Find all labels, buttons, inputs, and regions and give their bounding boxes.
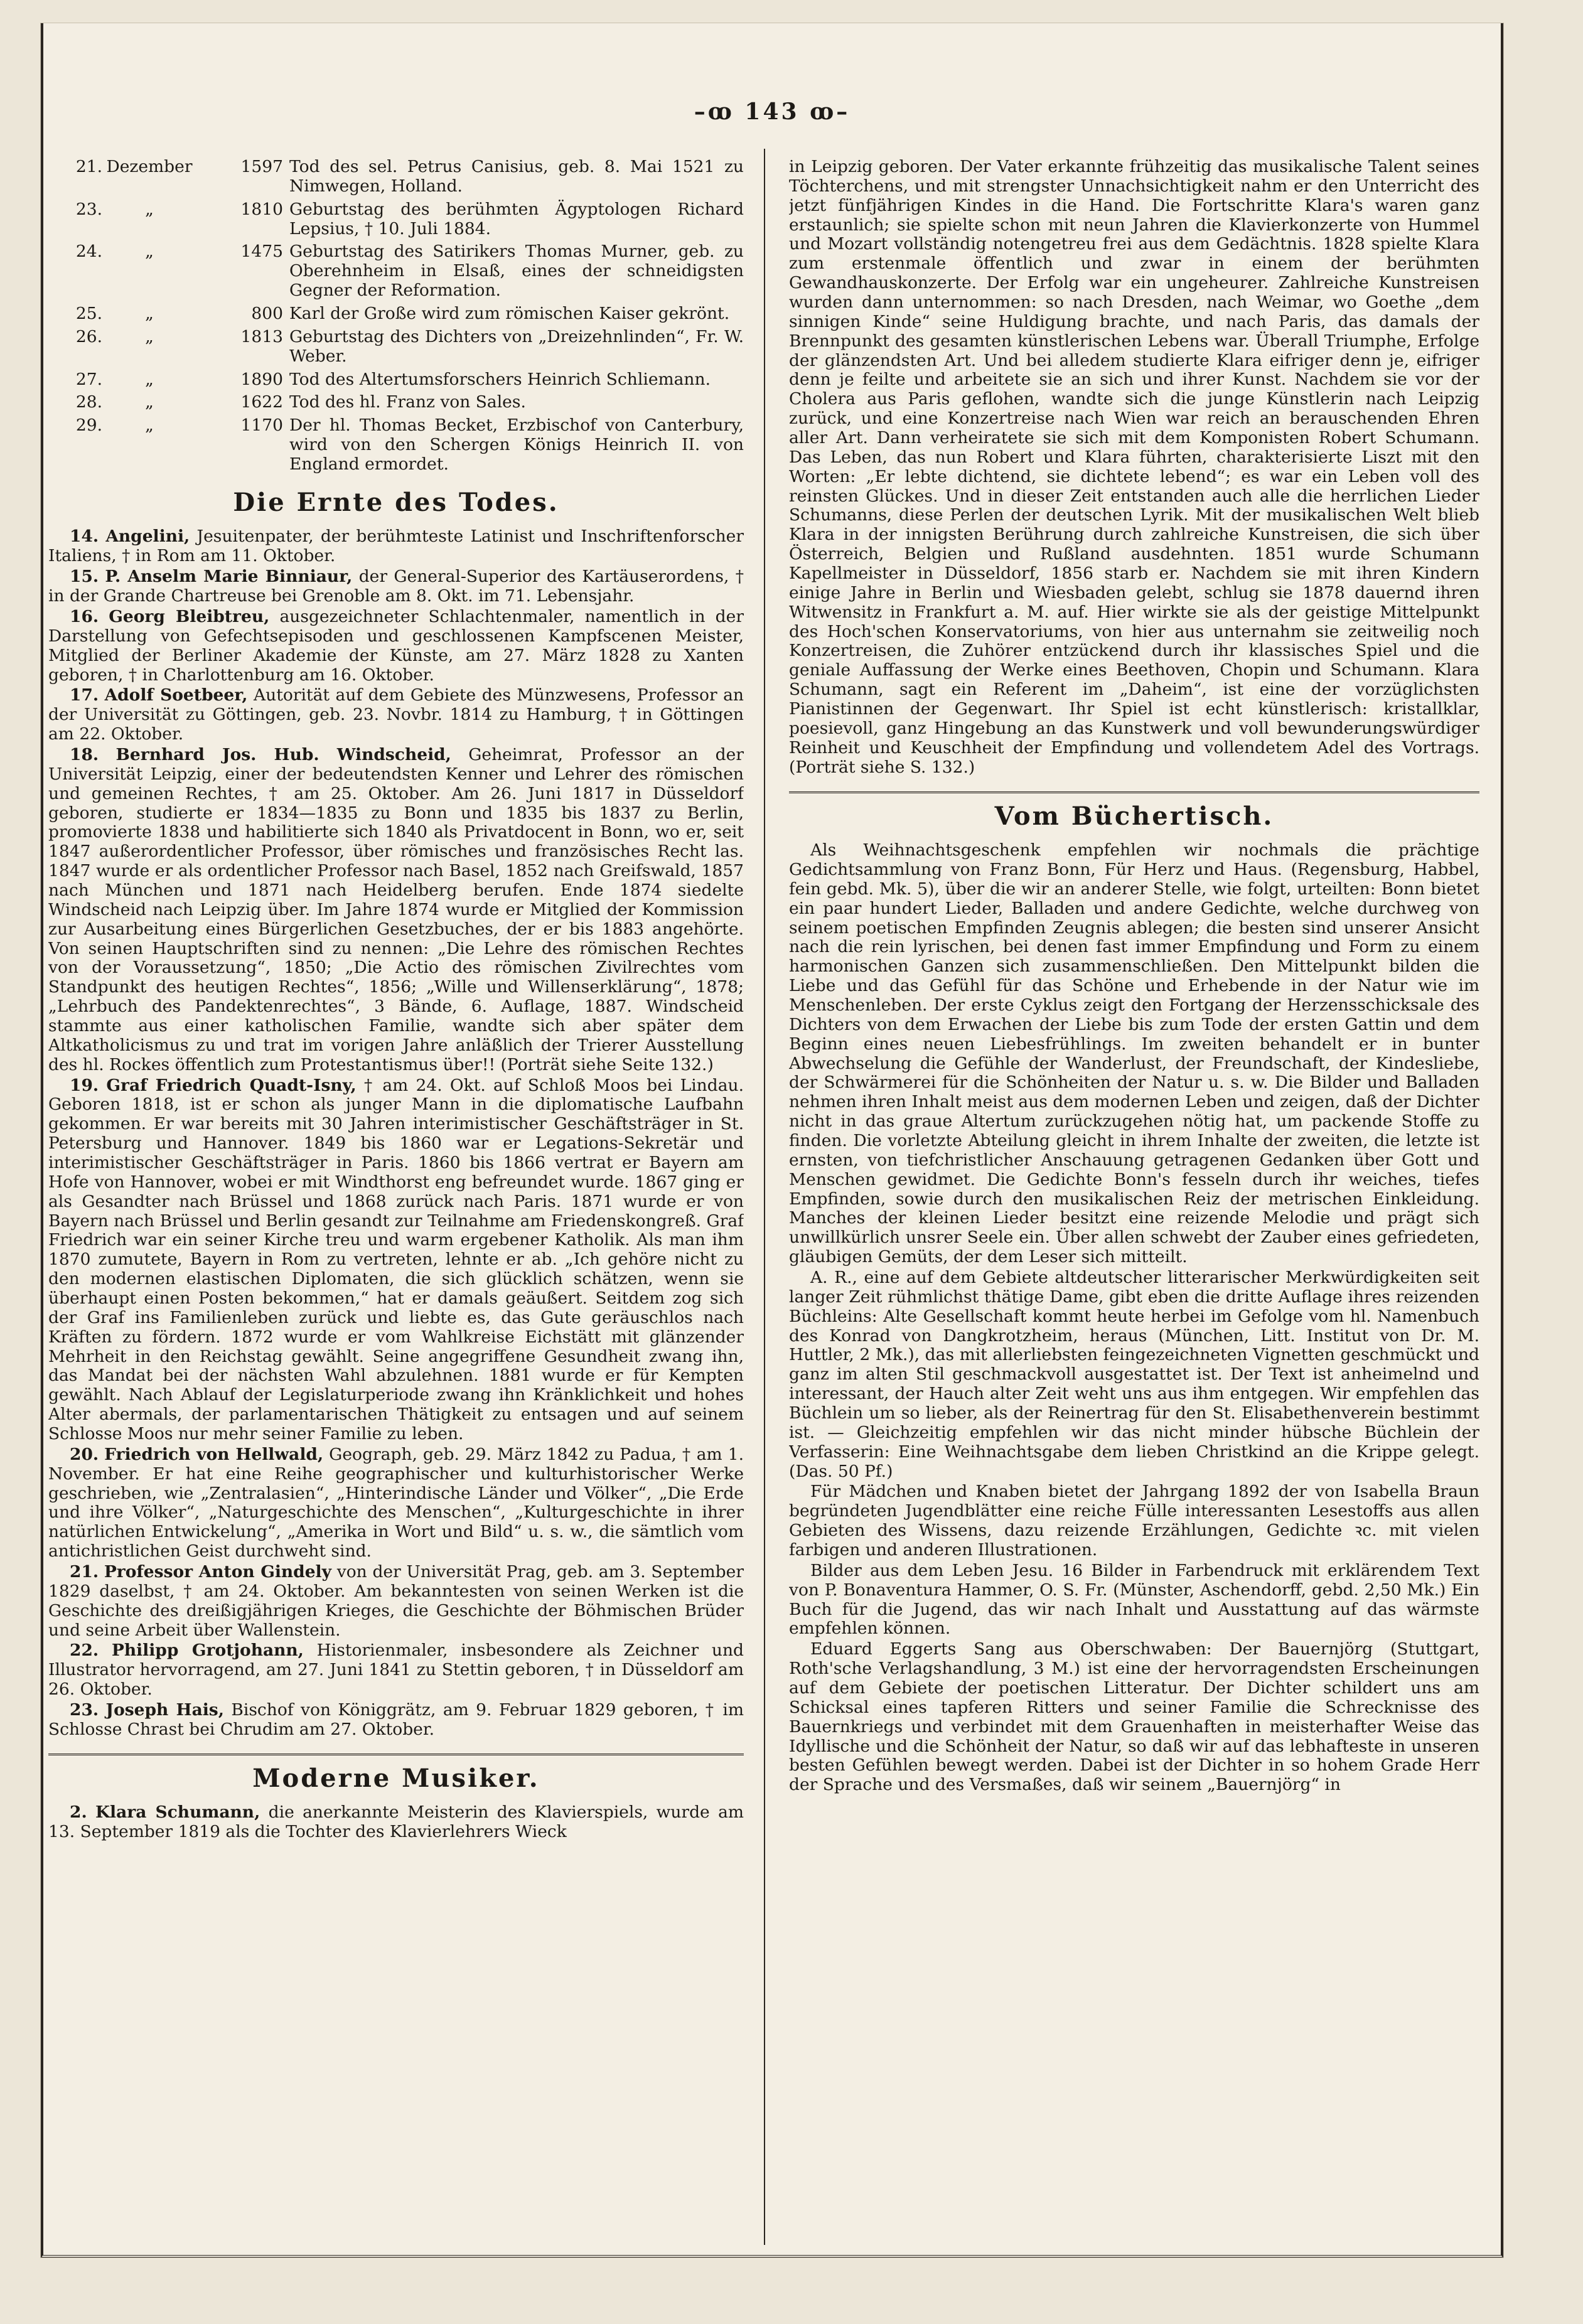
musiker-num: 2. (70, 1802, 87, 1823)
obituary-text: Geheimrat, Professor an der Universität Leipzig, einer der bedeutendsten Kenner und Lehrer des römischen und gemeinen Rechtes, † am 25. Oktober. Am 26. Juni 1817 in Düsseldorf geboren, studierte er 1834—1835 zu Bonn und 1835 bis 1837 zu Berlin, promovierte 1838 und habilitierte sich 1840 als Privatdocent in Bonn, wo er, seit 1847 außerordentlicher Professor, über römisches und französisches Recht las. 1847 wurde er als ordentlicher Professor nach Basel, 1852 nach Greifswald, 1857 nach München und 1871 nach Heidelberg berufen. Ende 1874 siedelte Windscheid nach Leipzig über. Im Jahre 1874 wurde er Mitglied der Kommission zur Ausarbeitung eines Bürgerlichen Gesetzbuches, der er bis 1883 angehörte. Von seinen Hauptschriften sind zu nennen: „Die Lehre des römischen Rechtes von der Voraussetzung“, 1850; „Die Actio des römischen Zivilrechtes vom Standpunkt des heutigen Rechtes“, 1856; „Wille und Willenserklärung“, 1878; „Lehrbuch des Pandektenrechtes“, 3 Bände, 6. Auflage, 1887. Windscheid stammte aus einer katholischen Familie, wandte sich aber später dem Altkatholicismus zu und trat im vorigen Jahre anläßlich der Trierer Ausstellung des hl. Rockes öffentlich zum Protestantismus über!! (Porträt siehe Seite 132.) (48, 744, 744, 1074)
calendar-month: Dezember (106, 158, 193, 176)
obituary-entry (48, 1076, 744, 1444)
calendar-spacer (196, 304, 228, 324)
obituary-entry (48, 608, 744, 685)
calendar-spacer (196, 328, 228, 367)
calendar-day: 27. (75, 369, 102, 389)
calendar-year: 1813 (240, 326, 283, 346)
calendar-row (48, 370, 744, 390)
obituary-text: der General-Superior des Kartäuserordens, † in der Grande Chartreuse bei Grenoble am 8. Okt. im 71. Lebensjahr. (48, 567, 744, 606)
newspaper-page (40, 23, 1504, 2258)
calendar-spacer (196, 416, 228, 474)
calendar-day: 29. (75, 415, 102, 436)
calendar-text: Tod des Altertumsforschers Heinrich Schliemann. (289, 369, 711, 389)
calendar-month: „ (145, 242, 154, 262)
obituary-entry (48, 567, 744, 606)
obituary-entry (48, 1641, 744, 1700)
obituary-num: 14. (70, 527, 99, 547)
musiker-text: die anerkannte Meisterin des Klavierspiels, wurde am 13. September 1819 als die Tochter des Klavierlehrers Wieck (48, 1802, 744, 1842)
buecher-list (789, 841, 1479, 1795)
calendar-month: „ (145, 392, 154, 412)
obituary-text: Autorität auf dem Gebiete des Münzwesens, Professor an der Universität zu Göttingen, geb. 23. Novbr. 1814 zu Hamburg, † in Göttingen am 22. Oktober. (48, 685, 744, 744)
review-paragraph: Eduard Eggerts Sang aus Oberschwaben: Der Bauernjörg (Stuttgart, Roth'sche Verlagshandlung, 3 M.) ist eine der hervorragendsten Erscheinungen auf dem Gebiete der poetischen Litteratur. Der Dichter schildert uns am Schicksal eines tapferen Ritters und seiner Familie die Schrecknisse des Bauernkriegs und verbindet mit dem Grauenhaften in meisterhafter Weise das Idyllische und die Schönheit der Natur, so daß wir auf das lebhafteste in unseren besten Gefühlen bewegt werden. Dabei ist der Dichter in so hohem Grade Herr der Sprache und des Versmaßes, daß wir seinem „Bauernjörg“ in (789, 1639, 1479, 1795)
column-rule (764, 149, 765, 2245)
ornament-left: –ꝏ (694, 99, 745, 125)
calendar-spacer (196, 393, 228, 412)
obituary-name: Friedrich von Hellwald, (104, 1444, 324, 1464)
left-column (48, 158, 744, 2239)
calendar-day: 26. (75, 326, 102, 346)
obituary-text: † am 24. Okt. auf Schloß Moos bei Lindau. Geboren 1818, ist er schon als junger Mann in die diplomatische Laufbahn gekommen. Er war bereits mit 30 Jahren interimistischer Geschäftsträger in St. Petersburg und Hannover. 1849 bis 1860 war er Legations-Sekretär und interimistischer Geschäftsträger in Paris. 1860 bis 1866 vertrat er Bayern am Hofe von Hannover, wobei er mit Windthorst eng befreundet wurde. 1867 ging er als Gesandter nach Brüssel und 1868 zurück nach Paris. 1871 wurde er von Bayern nach Brüssel und Berlin gesandt zur Teilnahme am Friedenskongreß. Graf Friedrich war ein seiner Kirche treu und warm ergebener Katholik. Als man ihm 1870 zumutete, Bayern in Rom zu vertreten, lehnte er ab. „Ich gehöre nicht zu den modernen elastischen Diplomaten, die sich glücklich schätzen, wenn sie überhaupt einen Posten bekommen,“ hat er damals geäußert. Seitdem zog sich der Graf ins Familienleben zurück und liebte es, das Gute geräuschlos nach Kräften zu fördern. 1872 wurde er vom Wahlkreise Eichstätt mit glänzender Mehrheit in den Reichstag gewählt. Seine angegriffene Gesundheit zwang ihn, das Mandat bei der nächsten Wahl abzulehnen. 1881 wurde er für Kempten gewählt. Nach Ablauf der Legislaturperiode zwang ihn Kränklichkeit und hohes Alter abermals, der parlamentarischen Thätigkeit zu entsagen und auf seinem Schlosse Moos nur mehr seiner Familie zu leben. (48, 1075, 744, 1444)
obituary-num: 15. (70, 567, 99, 587)
obituary-name: Adolf Soetbeer, (104, 685, 248, 705)
calendar-month: „ (145, 369, 154, 389)
calendar-text: Geburtstag des Satirikers Thomas Murner, geb. zu Oberehnheim in Elsaß, eines der schneidigsten Gegner der Reformation. (289, 242, 744, 301)
calendar-month: „ (145, 199, 154, 219)
calendar-spacer (196, 242, 228, 301)
obituary-text: Historienmaler, insbesondere als Zeichner und Illustrator hervorragend, am 27. Juni 1841 zu Stettin geboren, † in Düsseldorf am 26. Oktober. (48, 1641, 744, 1700)
ornament-right: ꝏ– (799, 99, 851, 125)
page-number-value: 143 (744, 99, 800, 125)
obituary-name: Bernhard Jos. Hub. Windscheid, (115, 744, 451, 764)
musiker-entry (48, 1803, 744, 1842)
calendar-day: 23. (75, 199, 102, 219)
calendar-year: 1810 (240, 199, 283, 219)
calendar-text: Geburtstag des berühmten Ägyptologen Richard Lepsius, † 10. Juli 1884. (289, 199, 744, 238)
obituary-num: 22. (70, 1641, 99, 1661)
buecher-heading: Vom Büchertisch. (789, 791, 1479, 832)
calendar-row (48, 242, 744, 301)
musiker-heading: Moderne Musiker. (48, 1754, 744, 1794)
obituary-name: Professor Anton Gindely (104, 1562, 332, 1582)
calendar-row (48, 416, 744, 474)
obituary-entry (48, 746, 744, 1075)
musiker-continuation: in Leipzig geboren. Der Vater erkannte frühzeitig das musikalische Talent seines Töchterchens, und mit strengster Unnachsichtigkeit nahm er den Unterricht des jetzt fünfjährigen Kindes in die Hand. Die Fortschritte Klara's waren ganz erstaunlich; sie spielte schon mit neun Jahren die Klavierkonzerte von Hummel und Mozart vollständig notengetreu frei aus dem Gedächtnis. 1828 spielte Klara zum erstenmale öffentlich und zwar in einem der berühmten Gewandhauskonzerte. Der Erfolg war ein ungeheurer. Zahlreiche Kunstreisen wurden dann unternommen: so nach Dresden, nach Weimar, wo Goethe „dem sinnigen Kinde“ seine Huldigung brachte, und nach Paris, das damals der Brennpunkt des gesamten künstlerischen Lebens war. Überall Triumphe, Erfolge der glänzendsten Art. Und bei alledem studierte Klara eifriger denn je, eifriger denn je feilte und arbeitete sie an sich und ihrer Kunst. Nachdem sie vor der Cholera aus Paris geflohen, wandte sich die junge Künstlerin nach Leipzig zurück, und eine Konzertreise nach Wien war reich an berauschenden Ehren aller Art. Dann verheiratete sie sich mit dem Komponisten Robert Schumann. Das Leben, das nun Robert und Klara führten, charakterisierte Liszt mit den Worten: „Er lebte dichtend, sie dichtete lebend“; es war ein Leben voll des reinsten Glückes. Und in dieser Zeit entstanden auch alle die herrlichen Lieder Schumanns, diese Perlen der deutschen Lyrik. Mit der musikalischen Welt blieb Klara in der innigsten Berührung durch zahlreiche Kunstreisen, die sich über Österreich, Belgien und Rußland ausdehnten. 1851 wurde Schumann Kapellmeister in Düsseldorf, 1856 starb er. Nachdem sie mit ihren Kindern einige Jahre in Berlin und Wiesbaden gelebt, schlug sie 1878 dauernd ihren Witwensitz in Frankfurt a. M. auf. Hier wirkte sie als der geistige Mittelpunkt des Hoch'schen Konservatoriums, von hier aus unternahm sie zeitweilig noch Konzertreisen, die Zuhörer entzückend durch ihr klassisches Spiel und die geniale Auffassung der Werke eines Beethoven, Chopin und Schumann. Klara Schumann, sagt ein Referent im „Daheim“, ist eine der vorzüglichsten Pianistinnen der Gegenwart. Ihr Spiel ist echt künstlerisch: kristallklar, poesievoll, ganz Hingebung an das Kunstwerk und voll bewunderungswürdiger Reinheit und Keuschheit der Empfindung und vollendetem Adel des Vortrags. (Porträt siehe S. 132.) (789, 158, 1479, 777)
calendar-spacer (196, 200, 228, 239)
calendar-year: 1170 (240, 415, 283, 436)
musiker-name: Klara Schumann, (95, 1802, 260, 1823)
calendar-text: Tod des sel. Petrus Canisius, geb. 8. Mai 1521 zu Nimwegen, Holland. (289, 158, 744, 196)
obituary-name: Angelini, (105, 527, 190, 547)
obituary-text: von der Universität Prag, geb. am 3. September 1829 daselbst, † am 24. Oktober. Am bekanntesten von seinen Werken ist die Geschichte des dreißigjährigen Krieges, die Geschichte der Böhmischen Brüder und seine Arbeit über Wallenstein. (48, 1562, 744, 1640)
right-column (789, 158, 1479, 2239)
calendar-day: 28. (75, 392, 102, 412)
ernte-heading: Die Ernte des Todes. (233, 487, 559, 517)
obituary-entry (48, 1701, 744, 1740)
calendar-year: 1890 (240, 369, 283, 389)
calendar-month: „ (145, 415, 154, 436)
obituary-entry (48, 1563, 744, 1640)
calendar-year: 1475 (240, 242, 283, 262)
obituary-name: Philipp Grotjohann, (111, 1641, 304, 1661)
calendar-month: „ (145, 326, 154, 346)
calendar-table (48, 158, 744, 474)
calendar-year: 1622 (240, 392, 283, 412)
obituary-text: ausgezeichneter Schlachtenmaler, namentlich in der Darstellung von Gefechtsepisoden und geschlossenen Kampfscenen Meister, Mitglied der Berliner Akademie der Künste, am 27. März 1828 zu Xanten geboren, † in Charlottenburg am 16. Oktober. (48, 606, 744, 685)
calendar-row (48, 304, 744, 324)
calendar-day: 21. (75, 158, 102, 176)
review-paragraph: Für Mädchen und Knaben bietet der Jahrgang 1892 der von Isabella Braun begründeten Jugendblätter eine reiche Fülle interessanten Lesestoffs aus allen Gebieten des Wissens, dazu reizende Erzählungen, Gedichte ꝛc. mit vielen farbigen und anderen Illustrationen. (789, 1482, 1479, 1560)
page-number (668, 99, 876, 125)
obituary-num: 16. (70, 606, 99, 626)
calendar-day: 24. (75, 242, 102, 262)
calendar-text: Geburtstag des Dichters von „Dreizehnlinden“, Fr. W. Weber. (289, 326, 744, 366)
calendar-row (48, 158, 744, 196)
calendar-row (48, 328, 744, 367)
obituary-name: P. Anselm Marie Binniaur, (105, 567, 353, 587)
obituary-num: 19. (70, 1075, 99, 1095)
calendar-text: Der hl. Thomas Becket, Erzbischof von Canterbury, wird von den Schergen Königs Heinrich II. von England ermordet. (289, 415, 744, 474)
calendar-month: „ (145, 304, 154, 324)
review-paragraph: Bilder aus dem Leben Jesu. 16 Bilder in Farbendruck mit erklärendem Text von P. Bonaventura Hammer, O. S. Fr. (Münster, Aschendorff, gebd. 2,50 Mk.) Ein Buch für die Jugend, das wir nach Inhalt und Ausstattung auf das wärmste empfehlen können. (789, 1560, 1479, 1639)
obituary-entry (48, 527, 744, 566)
obituary-name: Graf Friedrich Quadt-Isny, (106, 1075, 357, 1095)
obituary-num: 18. (70, 744, 99, 764)
calendar-spacer (196, 158, 228, 196)
calendar-year: 800 (251, 304, 283, 324)
obituary-text: Bischof von Königgrätz, am 9. Februar 1829 geboren, † im Schlosse Chrast bei Chrudim am 27. Oktober. (48, 1700, 744, 1739)
obituary-name: Joseph Hais, (105, 1700, 224, 1720)
obituary-name: Georg Bleibtreu, (109, 606, 270, 626)
obituary-num: 23. (70, 1700, 99, 1720)
calendar-spacer (196, 370, 228, 390)
review-paragraph: A. R., eine auf dem Gebiete altdeutscher litterarischer Merkwürdigkeiten seit langer Zeit rühmlichst thätige Dame, gibt eben die dritte Auflage ihres reizenden Büchleins: Alte Gesellschaft kommt heute herbei im Gefolge vom hl. Namenbuch des Konrad von Dangkrotzheim, heraus (München, Litt. Institut von Dr. M. Huttler, 2 Mk.), das mit allerliebsten feingezeichneten Vignetten geschmückt und ganz im alten Stil geschmackvoll ausgestattet ist. Der Text ist anheimelnd und interessant, der Hauch alter Zeit weht uns aus ihm entgegen. Wir empfehlen das Büchlein um so lieber, als der Reinertrag für den St. Elisabethenverein bestimmt ist. — Gleichzeitig empfehlen wir das nicht minder hübsche Büchlein der Verfasserin: Eine Weihnachtsgabe dem lieben Christkind an die Krippe gelegt. (Das. 50 Pf.) (789, 1268, 1479, 1481)
obituary-num: 21. (70, 1562, 99, 1582)
calendar-row (48, 200, 744, 239)
obituary-text: Jesuitenpater, der berühmteste Latinist und Inschriftenforscher Italiens, † in Rom am 11. Oktober. (48, 527, 744, 566)
obituary-num: 17. (70, 685, 99, 705)
calendar-day: 25. (75, 304, 102, 324)
calendar-text: Tod des hl. Franz von Sales. (289, 392, 526, 412)
obituary-num: 20. (70, 1444, 99, 1464)
review-paragraph: Als Weihnachtsgeschenk empfehlen wir nochmals die prächtige Gedichtsammlung von Franz Bonn, Für Herz und Haus. (Regensburg, Habbel, fein gebd. Mk. 5), über die wir an anderer Stelle, wie folgt, urteilten: Bonn bietet ein paar hundert Lieder, Balladen und andere Gedichte, welche durchweg von seinem poetischen Empfinden Zeugnis ablegen; die besten sind unserer Ansicht nach die rein lyrischen, bei denen fast immer Empfindung und Form zu einem harmonischen Ganzen sich zusammenschließen. Den Mittelpunkt bilden die Liebe und das Gefühl für das Schöne und Erhebende in der Natur wie im Menschenleben. Der erste Cyklus zeigt den Fortgang der Herzensschicksale des Dichters von dem Erwachen der Liebe bis zum Tode der ersten Gattin und dem Beginn eines neuen Liebesfrühlings. Im zweiten behandelt er in bunter Abwechselung die Gefühle der Wanderlust, der Freundschaft, der Kindesliebe, der Schwärmerei für die Schönheiten der Natur u. s. w. Die Bilder und Balladen nehmen ihren Inhalt meist aus dem modernen Leben und zeigen, daß der Dichter nicht in das graue Altertum zurückzugehen nötig hat, um packende Stoffe zu finden. Die vorletzte Abteilung gleicht in ihrem Inhalte der zweiten, die letzte ist ernsten, von tiefchristlicher Anschauung getragenen Gedanken über Gott und Menschen gewidmet. Die Gedichte Bonn's fesseln durch ihr weiches, tiefes Empfinden, sowie durch den musikalischen Reiz der metrischen Einkleidung. Manches der kleinen Lieder besitzt eine reizende Melodie und prägt sich unwillkürlich unsrer Seele ein. Über allen schwebt der Zauber eines gefriedeten, gläubigen Gemüts, der dem Leser sich mitteilt. (789, 840, 1479, 1267)
calendar-year: 1597 (240, 158, 283, 176)
obituary-text: Geograph, geb. 29. März 1842 zu Padua, † am 1. November. Er hat eine Reihe geographischer und kulturhistorischer Werke geschrieben, wie „Zentralasien“, „Hinterindische Länder und Völker“, „Die Erde und ihre Völker“, „Naturgeschichte des Menschen“, „Kulturgeschichte in ihrer natürlichen Entwickelung“, „Amerika in Wort und Bild“ u. s. w., die sämtlich vom antichristlichen Geist durchweht sind. (48, 1444, 744, 1561)
calendar-row (48, 393, 744, 412)
obituary-entry (48, 686, 744, 744)
ernte-list (48, 527, 744, 1739)
obituary-entry (48, 1445, 744, 1561)
calendar-text: Karl der Große wird zum römischen Kaiser gekrönt. (289, 304, 730, 324)
